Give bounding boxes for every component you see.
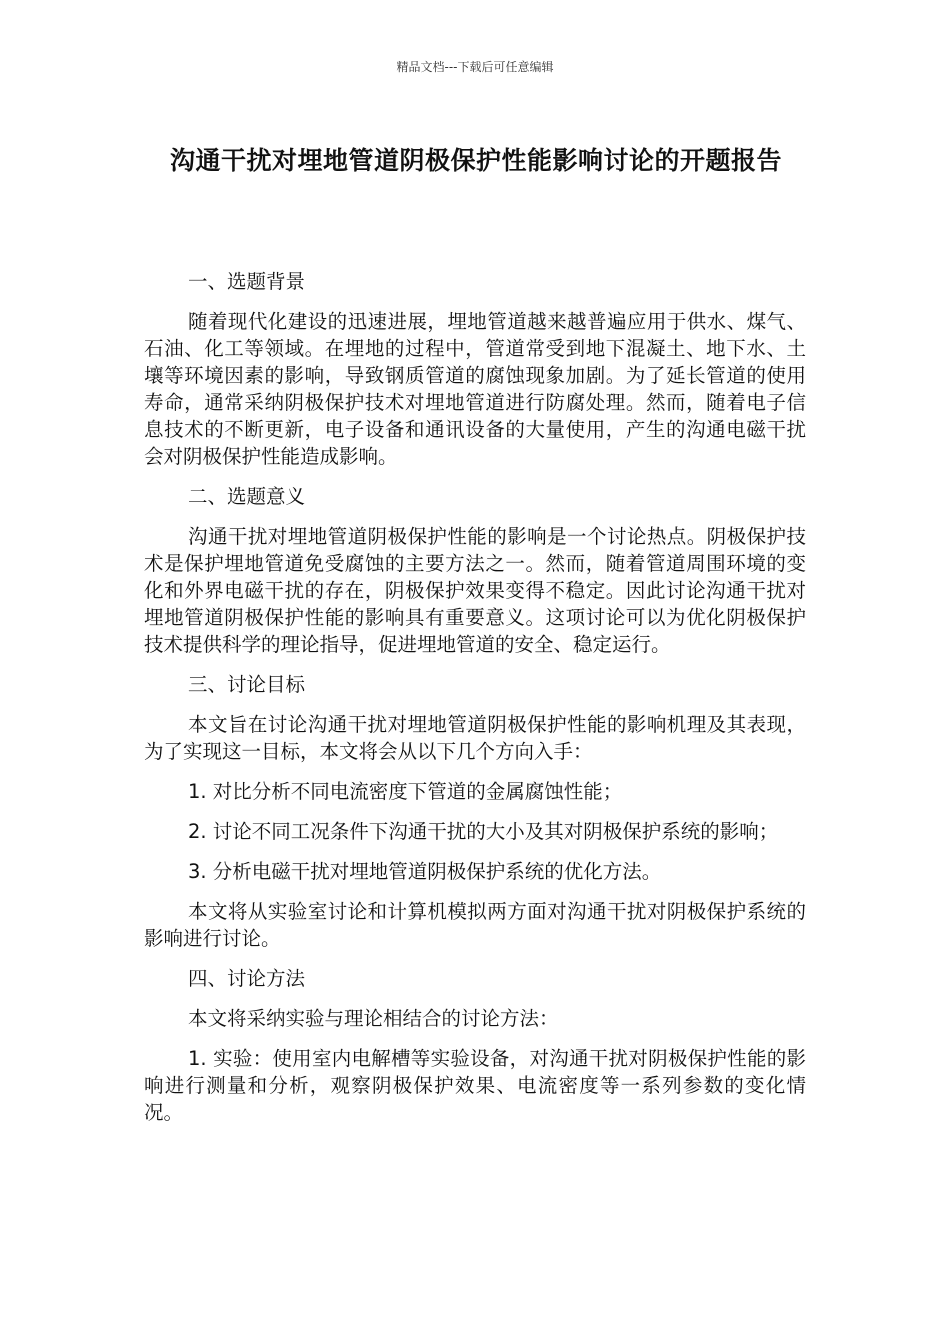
section-background bbox=[144, 268, 806, 470]
section-heading: 二、选题意义 bbox=[188, 485, 306, 508]
paragraph: 本文将采纳实验与理论相结合的讨论方法： bbox=[188, 1007, 559, 1030]
document-title: 沟通干扰对埋地管道阴极保护性能影响讨论的开题报告 bbox=[169, 146, 782, 175]
document-body bbox=[144, 268, 806, 1139]
list-item: 2. 讨论不同工况条件下沟通干扰的大小及其对阴极保护系统的影响； bbox=[188, 820, 779, 843]
section-heading: 三、讨论目标 bbox=[188, 673, 306, 696]
page-header: 精品文档---下载后可任意编辑 bbox=[396, 60, 554, 74]
list-item: 1. 对比分析不同电流密度下管道的金属腐蚀性能； bbox=[188, 780, 623, 803]
section-significance bbox=[144, 483, 806, 658]
list-item: 1. 实验：使用室内电解槽等实验设备，对沟通干扰对阴极保护性能的影响进行测量和分析，观察阴极保护效果、电流密度等一系列参数的变化情况。 bbox=[144, 1047, 806, 1124]
section-objectives bbox=[144, 671, 806, 952]
section-methods bbox=[144, 965, 806, 1126]
section-heading: 一、选题背景 bbox=[188, 270, 306, 293]
list-item: 3. 分析电磁干扰对埋地管道阴极保护系统的优化方法。 bbox=[188, 860, 662, 883]
paragraph: 本文将从实验室讨论和计算机模拟两方面对沟通干扰对阴极保护系统的影响进行讨论。 bbox=[144, 900, 806, 950]
paragraph: 本文旨在讨论沟通干扰对埋地管道阴极保护性能的影响机理及其表现，为了实现这一目标，本文将会从以下几个方向入手： bbox=[144, 713, 806, 763]
section-heading: 四、讨论方法 bbox=[188, 967, 306, 990]
paragraph: 沟通干扰对埋地管道阴极保护性能的影响是一个讨论热点。阴极保护技术是保护埋地管道免受腐蚀的主要方法之一。然而，随着管道周围环境的变化和外界电磁干扰的存在，阴极保护效果变得不稳定。因此讨论沟通干扰对埋地管道阴极保护性能的影响具有重要意义。这项讨论可以为优化阴极保护技术提供科学的理论指导，促进埋地管道的安全、稳定运行。 bbox=[144, 525, 806, 656]
paragraph: 随着现代化建设的迅速进展，埋地管道越来越普遍应用于供水、煤气、石油、化工等领域。在埋地的过程中，管道常受到地下混凝土、地下水、土壤等环境因素的影响，导致钢质管道的腐蚀现象加剧。为了延长管道的使用寿命，通常采纳阴极保护技术对埋地管道进行防腐处理。然而，随着电子信息技术的不断更新，电子设备和通讯设备的大量使用，产生的沟通电磁干扰会对阴极保护性能造成影响。 bbox=[144, 310, 806, 468]
